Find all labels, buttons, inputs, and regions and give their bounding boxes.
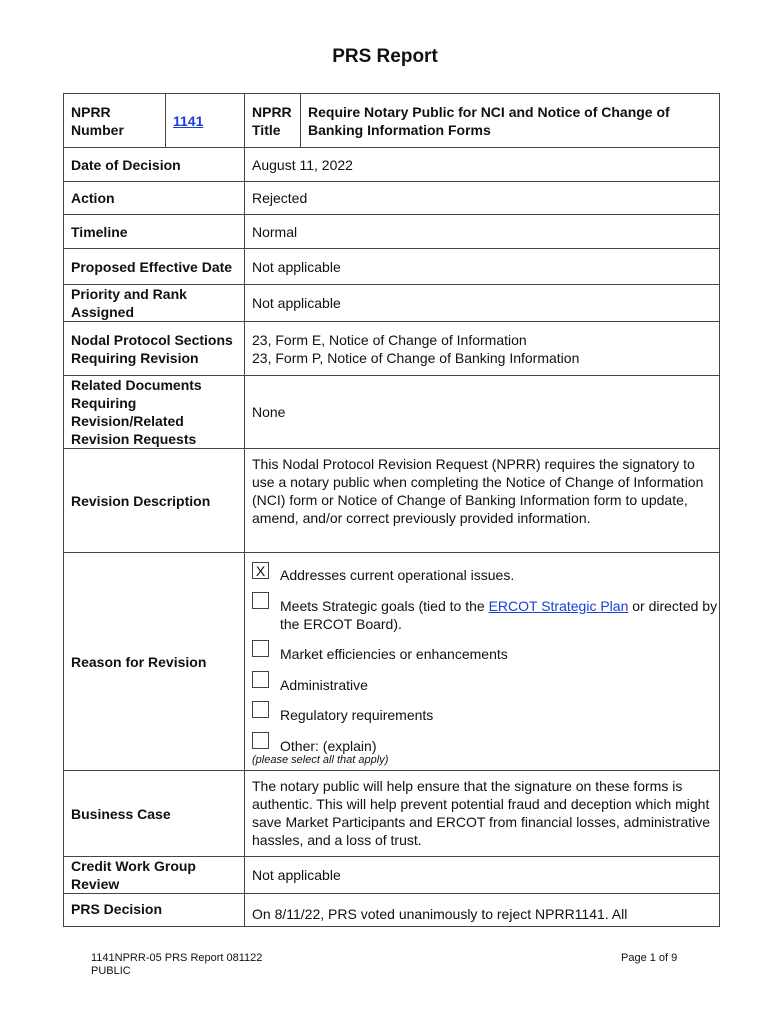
reason-checkbox-other[interactable] [252,732,269,749]
reason-checkbox-operational[interactable]: X [252,562,269,579]
protocol-section-line: 23, Form E, Notice of Change of Information [252,331,527,348]
reason-strategic-label [280,597,720,633]
reason-checkbox-strategic[interactable] [252,592,269,609]
date-of-decision-label: Date of Decision [71,156,181,173]
date-of-decision-value: August 11, 2022 [252,156,353,173]
nprr-number-label: NPRR Number [71,103,124,138]
prs-decision-label: PRS Decision [71,901,163,917]
footer-classification: PUBLIC [91,965,131,977]
related-documents-label: Related Documents Requiring Revision/Related Revision Requests [71,377,202,447]
reason-administrative-label: Administrative [280,677,368,693]
reason-strategic-text: or directed by the ERCOT Board). [280,598,718,632]
column-divider [244,93,245,927]
table-border-left [63,93,64,927]
nprr-number-cell [173,94,241,147]
credit-work-group-label: Credit Work Group Review [71,858,196,892]
select-all-note: (please select all that apply) [252,754,389,766]
reason-for-revision-label: Reason for Revision [71,653,207,670]
revision-description-value: This Nodal Protocol Revision Request (NPRR) requires the signatory to use a notary public when completing the Notice of Change of Information (NCI) form or Notice of Change of Banking Information form to update, amend, and/or correct previously provided information. [252,456,704,526]
reason-checkbox-administrative[interactable] [252,671,269,688]
reason-strategic-text: Meets Strategic goals (tied to the [280,598,489,614]
ercot-strategic-plan-link[interactable]: ERCOT Strategic Plan [488,598,629,614]
nprr-title: Require Notary Public for NCI and Notice of Change of Banking Information Forms [308,103,670,138]
revision-description-label: Revision Description [71,492,211,509]
table-border-bottom [63,926,720,927]
table-border-right [719,93,720,927]
timeline-label: Timeline [71,223,128,240]
proposed-effective-date-value: Not applicable [252,258,341,275]
protocol-sections-value [252,322,718,375]
reason-checkbox-regulatory[interactable] [252,701,269,718]
page-title: PRS Report [332,46,438,67]
nprr-title-label: NPRR Title [252,103,292,138]
related-documents-value: None [252,404,286,420]
header-divider [165,93,166,148]
reason-regulatory-label: Regulatory requirements [280,707,434,723]
timeline-value: Normal [252,223,298,240]
reason-operational-label: Addresses current operational issues. [280,567,515,583]
prs-decision-value: On 8/11/22, PRS voted unanimously to reject NPRR1141. All [252,906,628,922]
header-divider [300,93,301,148]
reason-other-label: Other: (explain) [280,738,377,754]
footer-document-id: 1141NPRR-05 PRS Report 081122 [91,952,263,964]
protocol-section-line: 23, Form P, Notice of Change of Banking Information [252,349,580,366]
credit-work-group-value: Not applicable [252,867,341,883]
priority-rank-label: Priority and Rank Assigned [71,286,187,320]
proposed-effective-date-label: Proposed Effective Date [71,258,233,275]
action-value: Rejected [252,190,308,206]
footer-page-number: Page 1 of 9 [621,952,678,964]
row-divider [63,893,720,894]
reason-market-label: Market efficiencies or enhancements [280,646,508,662]
business-case-value: The notary public will help ensure that the signature on these forms is authentic. This will help prevent potential fraud and deception which might save Market Participants and ERCOT from financial losses, administrative hassles, and a loss of trust. [252,778,711,848]
protocol-sections-label: Nodal Protocol Sections Requiring Revision [71,331,233,366]
nprr-number-link[interactable]: 1141 [173,112,204,129]
reason-checkbox-market[interactable] [252,640,269,657]
priority-rank-value: Not applicable [252,295,341,311]
action-label: Action [71,190,115,206]
business-case-label: Business Case [71,805,171,822]
